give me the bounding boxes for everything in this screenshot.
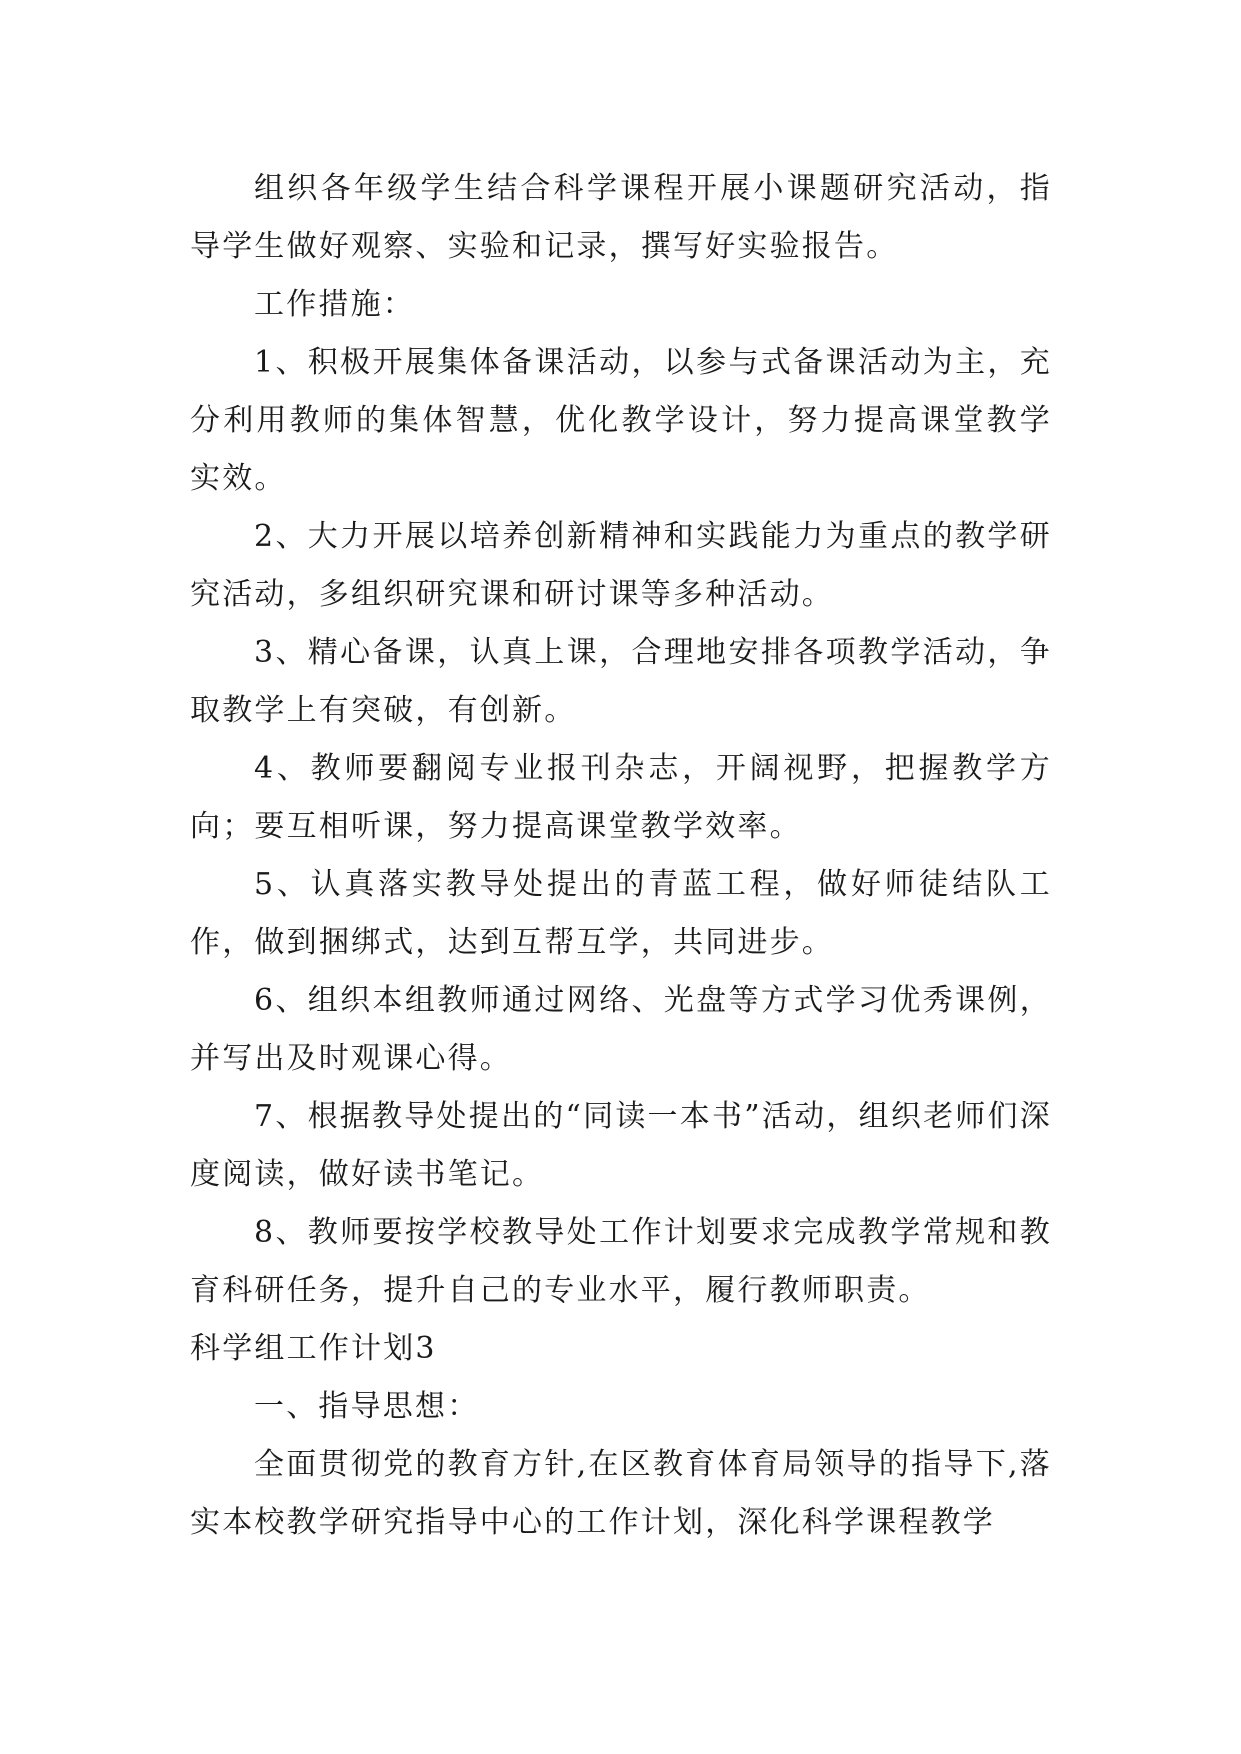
- paragraph-measure-7: 7、根据教导处提出的“同读一本书”活动，组织老师们深度阅读，做好读书笔记。: [190, 1099, 1052, 1192]
- paragraph-measure-5: 5、认真落实教导处提出的青蓝工程，做好师徒结队工作，做到捆绑式，达到互帮互学，共同进步。: [190, 867, 1052, 960]
- paragraph-measure-2: 2、大力开展以培养创新精神和实践能力为重点的教学研究活动，多组织研究课和研讨课等多种活动。: [190, 519, 1052, 612]
- paragraph-guiding-thought: 全面贯彻党的教育方针,在区教育体育局领导的指导下,落实本校教学研究指导中心的工作计划，深化科学课程教学: [190, 1447, 1052, 1540]
- document-page: [190, 160, 1052, 1552]
- paragraph-measure-3: 3、精心备课，认真上课，合理地安排各项教学活动，争取教学上有突破，有创新。: [190, 635, 1052, 728]
- paragraph-measure-4: 4、教师要翻阅专业报刊杂志，开阔视野，把握教学方向；要互相听课，努力提高课堂教学效率。: [190, 751, 1052, 844]
- paragraph-measure-6: 6、组织本组教师通过网络、光盘等方式学习优秀课例，并写出及时观课心得。: [190, 983, 1052, 1076]
- section-title: 科学组工作计划3: [190, 1331, 437, 1366]
- paragraph-measures-heading: 工作措施：: [254, 287, 415, 322]
- paragraph-measure-8: 8、教师要按学校教导处工作计划要求完成教学常规和教育科研任务，提升自己的专业水平，履行教师职责。: [190, 1215, 1052, 1308]
- paragraph-measure-1: 1、积极开展集体备课活动，以参与式备课活动为主，充分利用教师的集体智慧，优化教学设计，努力提高课堂教学实效。: [190, 345, 1052, 496]
- paragraph-student-research: 组织各年级学生结合科学课程开展小课题研究活动，指导学生做好观察、实验和记录，撰写好实验报告。: [190, 171, 1052, 264]
- paragraph-guiding-heading: 一、指导思想：: [254, 1389, 480, 1424]
